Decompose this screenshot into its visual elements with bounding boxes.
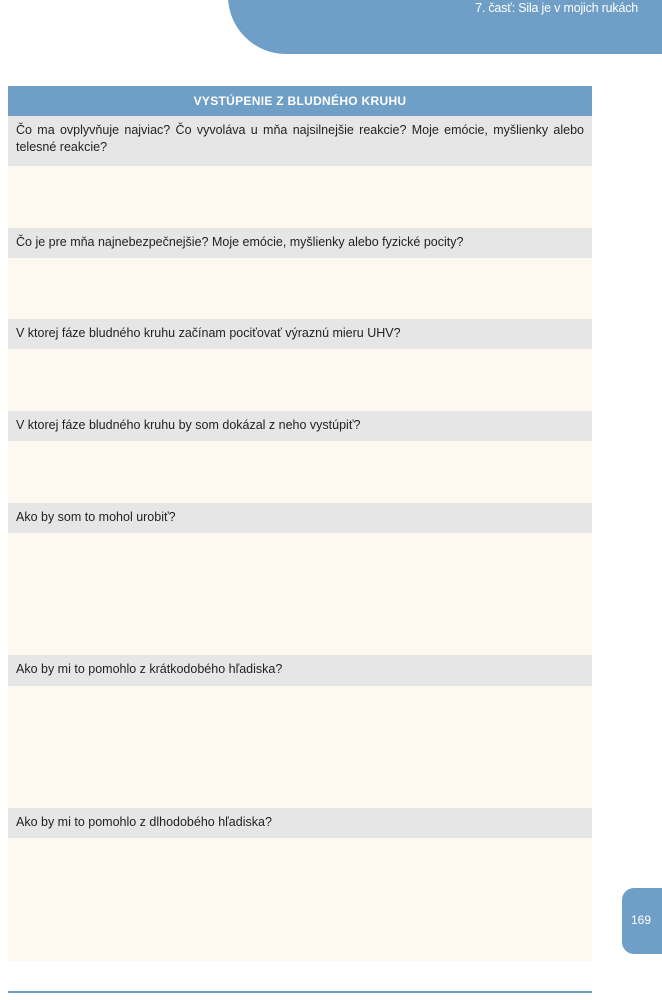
worksheet-title: VYSTÚPENIE Z BLUDNÉHO KRUHU	[8, 86, 592, 116]
question-5: Ako by som to mohol urobiť?	[8, 503, 592, 533]
answer-field-5[interactable]	[8, 533, 592, 655]
chapter-header-tab	[228, 0, 662, 54]
answer-field-2[interactable]	[8, 258, 592, 319]
question-2: Čo je pre mňa najnebezpečnejšie? Moje emócie, myšlienky alebo fyzické pocity?	[8, 228, 592, 258]
answer-field-4[interactable]	[8, 441, 592, 503]
answer-field-7[interactable]	[8, 838, 592, 961]
question-4: V ktorej fáze bludného kruhu by som dokázal z neho vystúpiť?	[8, 411, 592, 441]
answer-field-3[interactable]	[8, 349, 592, 411]
chapter-title: 7. časť: Sila je v mojich rukách	[475, 1, 638, 15]
question-7: Ako by mi to pomohlo z dlhodobého hľadiska?	[8, 808, 592, 838]
answer-field-1[interactable]	[8, 166, 592, 228]
question-3: V ktorej fáze bludného kruhu začínam pociťovať výraznú mieru UHV?	[8, 319, 592, 349]
question-6: Ako by mi to pomohlo z krátkodobého hľadiska?	[8, 655, 592, 686]
bottom-divider	[8, 991, 592, 993]
answer-field-6[interactable]	[8, 686, 592, 808]
page-number: 169	[631, 913, 652, 927]
worksheet-table	[8, 86, 592, 961]
question-1: Čo ma ovplyvňuje najviac? Čo vyvoláva u mňa najsilnejšie reakcie? Moje emócie, myšlienky alebo telesné reakcie?	[8, 116, 592, 166]
